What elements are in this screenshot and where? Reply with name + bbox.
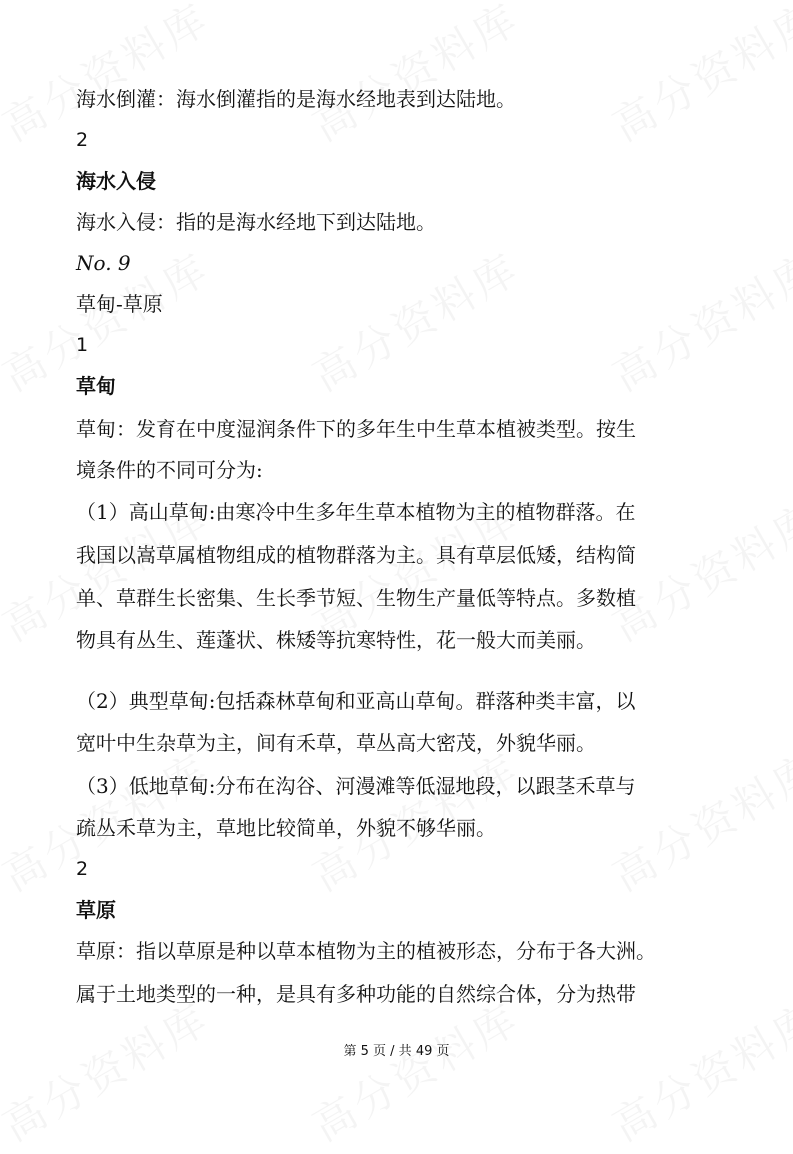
paragraph-line: 单、草群生长密集、生长季节短、生物生产量低等特点。多数植 — [76, 586, 636, 610]
paragraph-line: 宽叶中生杂草为主，间有禾草，草丛高大密茂，外貌华丽。 — [76, 731, 596, 755]
section-number: 2 — [76, 129, 89, 151]
paragraph-line: （2）典型草甸:包括森林草甸和亚高山草甸。群落种类丰富，以 — [76, 689, 636, 713]
watermark — [600, 987, 793, 1154]
paragraph-line: （1）高山草甸:由寒冷中生多年生草本植物为主的植物群落。在 — [76, 500, 636, 524]
section-number: 1 — [76, 334, 89, 356]
watermark — [600, 0, 793, 153]
watermark — [0, 0, 220, 153]
watermark — [300, 987, 529, 1154]
item-title: 草甸-草原 — [76, 292, 163, 316]
paragraph-line: 海水入侵：指的是海水经地下到达陆地。 — [76, 210, 436, 234]
page-footer: 第 5 页 / 共 49 页 — [343, 1044, 450, 1059]
watermark — [300, 237, 529, 404]
paragraph-line: 我国以嵩草属植物组成的植物群落为主。具有草层低矮，结构简 — [76, 543, 636, 567]
watermark — [600, 737, 793, 904]
paragraph-line: 物具有丛生、莲蓬状、株矮等抗寒特性，花一般大而美丽。 — [76, 628, 596, 652]
paragraph-line: 属于土地类型的一种，是具有多种功能的自然综合体，分为热带 — [76, 982, 636, 1006]
paragraph-line: （3）低地草甸:分布在沟谷、河漫滩等低湿地段，以跟茎禾草与 — [76, 774, 636, 798]
section-heading: 海水入侵 — [76, 169, 156, 193]
paragraph-line: 境条件的不同可分为: — [76, 458, 263, 482]
section-number: 2 — [76, 858, 89, 880]
paragraph-line: 疏丛禾草为主，草地比较简单，外貌不够华丽。 — [76, 816, 496, 840]
watermark — [600, 237, 793, 404]
item-number: No. 9 — [76, 251, 131, 275]
watermark — [300, 0, 529, 153]
section-heading: 草原 — [76, 898, 116, 922]
paragraph-line: 海水倒灌：海水倒灌指的是海水经地表到达陆地。 — [76, 87, 516, 111]
paragraph-line: 草甸：发育在中度湿润条件下的多年生中生草本植被类型。按生 — [76, 417, 636, 441]
watermark — [0, 987, 220, 1154]
paragraph-line: 草原：指以草原是种以草本植物为主的植被形态，分布于各大洲。 — [76, 939, 656, 963]
section-heading: 草甸 — [76, 374, 116, 398]
